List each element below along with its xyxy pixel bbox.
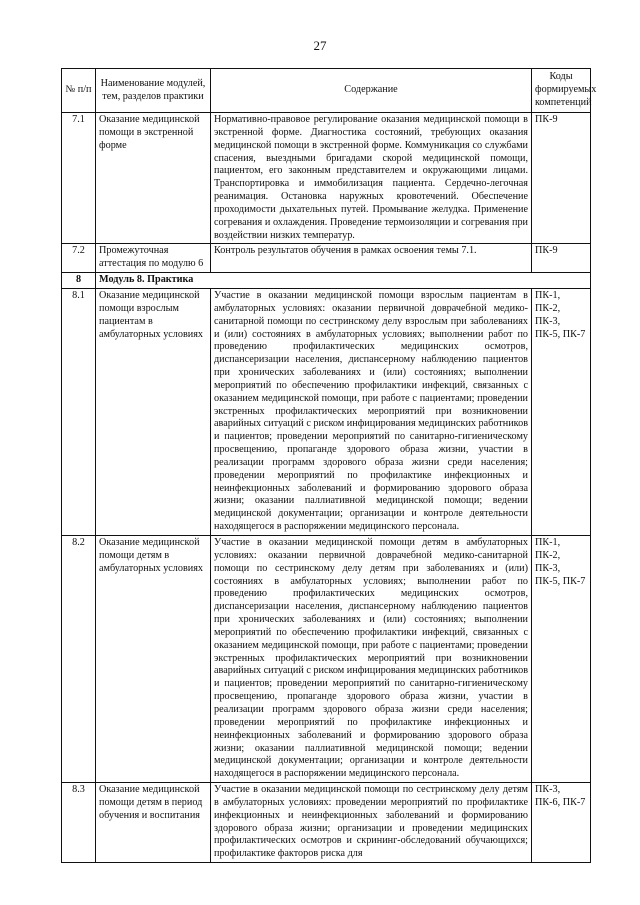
row-name: Оказание медицинской помощи взрослым пациентам в амбулаторных условиях bbox=[96, 288, 211, 535]
row-codes: ПК-3, ПК-6, ПК-7 bbox=[532, 783, 591, 863]
page-number: 27 bbox=[313, 38, 327, 53]
row-codes: ПК-9 bbox=[532, 113, 591, 244]
header-codes: Коды формируемых компетенций bbox=[532, 69, 591, 113]
row-num: 8.3 bbox=[62, 783, 96, 863]
table-row bbox=[62, 244, 591, 273]
row-name: Оказание медицинской помощи в экстренной форме bbox=[96, 113, 211, 244]
table-header-row bbox=[62, 69, 591, 113]
row-content: Участие в оказании медицинской помощи по сестринскому делу детям в амбулаторных условиях: проведении мероприятий по профилактике инфекционных и неинфекционных заболеваний и формированию здорового образа жизни; организации и проведении медицинских профилактических осмотров и скрининг-обследований обучающихся; профилактике факторов риска для bbox=[211, 783, 532, 863]
table-row bbox=[62, 288, 591, 535]
row-codes: ПК-9 bbox=[532, 244, 591, 273]
row-num: 7.1 bbox=[62, 113, 96, 244]
module-heading-row bbox=[62, 273, 591, 289]
row-codes: ПК-1, ПК-2, ПК-3, ПК-5, ПК-7 bbox=[532, 536, 591, 783]
row-name: Оказание медицинской помощи детям в период обучения и воспитания bbox=[96, 783, 211, 863]
header-content: Содержание bbox=[211, 69, 532, 113]
module-title: Модуль 8. Практика bbox=[96, 273, 591, 289]
row-content: Участие в оказании медицинской помощи детям в амбулаторных условиях: оказании первичной доврачебной медико-санитарной помощи по сестринскому делу детям при заболеваниях и (или) состояниях в амбулаторных условиях; выполнении работ по проведению профилактических медицинских осмотров, диспансеризации населения, диспансерному наблюдению пациентов при хронических заболеваниях и (или) состояниях; выполнении мероприятий по обеспечению профилактики инфекций, связанных с оказанием медицинской помощи, при работе с пациентами; проведении экстренных профилактических мероприятий при возникновении аварийных ситуаций с риском инфицирования медицинских работников и пациентов; проведении мероприятий по санитарно-гигиеническому просвещению, пропаганде здорового образа жизни, участии в реализации программ здорового образа жизни среди населения; проведении мероприятий по профилактике инфекционных и неинфекционных заболеваний и формированию здорового образа жизни; оказании паллиативной медицинской помощи; ведении медицинской документации; организации и контроле деятельности находящегося в распоряжении медицинского персонала. bbox=[211, 536, 532, 783]
table-row bbox=[62, 783, 591, 863]
row-num: 8.2 bbox=[62, 536, 96, 783]
header-name: Наименование модулей, тем, разделов практики bbox=[96, 69, 211, 113]
row-num: 7.2 bbox=[62, 244, 96, 273]
row-content: Участие в оказании медицинской помощи взрослым пациентам в амбулаторных условиях: оказании первичной доврачебной медико-санитарной помощи по сестринскому делу взрослым при заболеваниях и (или) состояниях в амбулаторных условиях; выполнении работ по проведению профилактических медицинских осмотров, диспансеризации населения, диспансерному наблюдению пациентов при хронических заболеваниях и (или) состояниях; выполнении мероприятий по обеспечению профилактики инфекций, связанных с оказанием медицинской помощи, при работе с пациентами; проведении экстренных профилактических мероприятий при возникновении аварийных ситуаций с риском инфицирования медицинских работников и пациентов; проведении мероприятий по санитарно-гигиеническому просвещению, пропаганде здорового образа жизни, участии в реализации программ здорового образа жизни среди населения; проведении мероприятий по профилактике инфекционных и неинфекционных заболеваний и формированию здорового образа жизни; оказании паллиативной медицинской помощи; ведении медицинской документации; организации и контроле деятельности находящегося в распоряжении медицинского персонала. bbox=[211, 288, 532, 535]
row-content: Контроль результатов обучения в рамках освоения темы 7.1. bbox=[211, 244, 532, 273]
header-num: № п/п bbox=[62, 69, 96, 113]
table-row bbox=[62, 536, 591, 783]
module-num: 8 bbox=[62, 273, 96, 289]
table-row bbox=[62, 113, 591, 244]
curriculum-table bbox=[61, 68, 597, 863]
row-content: Нормативно-правовое регулирование оказания медицинской помощи в экстренной форме. Диагностика состояний, требующих оказания медицинской помощи в экстренной форме. Коммуникация со службами спасения, выездными бригадами скорой медицинской помощи, пациентом, его законным представителем и окружающими лицами. Транспортировка и иммобилизация пациента. Сердечно-легочная реанимация. Остановка наружных кровотечений. Обеспечение проходимости дыхательных путей. Промывание желудка. Применение согревания и охлаждения. Проведение термоизоляции и согревания при воздействии низких температур. bbox=[211, 113, 532, 244]
row-num: 8.1 bbox=[62, 288, 96, 535]
row-name: Промежуточная аттестация по модулю 6 bbox=[96, 244, 211, 273]
row-codes: ПК-1, ПК-2, ПК-3, ПК-5, ПК-7 bbox=[532, 288, 591, 535]
row-name: Оказание медицинской помощи детям в амбулаторных условиях bbox=[96, 536, 211, 783]
